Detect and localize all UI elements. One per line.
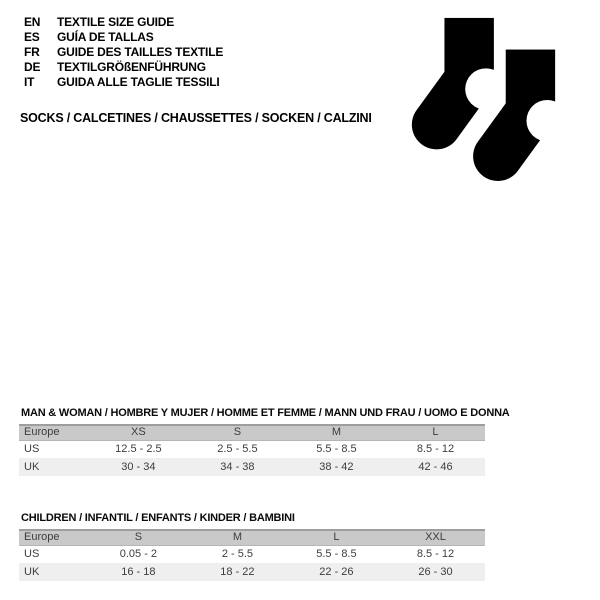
children-size-table [19, 512, 485, 581]
man-woman-table-title: MAN & WOMAN / HOMBRE Y MUJER / HOMME ET FEMME / MANN UND FRAU / UOMO E DONNA [21, 407, 510, 419]
cell-us-s: 2.5 - 5.5 [217, 442, 258, 455]
language-label: TEXTILGRÖßENFÜHRUNG [57, 60, 206, 74]
column-header-s: S [233, 426, 242, 439]
column-header-xs: XS [131, 426, 146, 439]
table-row-uk [19, 458, 485, 476]
row-label-us: US [24, 442, 40, 455]
cell-us-m: 5.5 - 8.5 [316, 442, 357, 455]
language-label: TEXTILE SIZE GUIDE [57, 15, 175, 29]
cell-us-m: 2 - 5.5 [221, 547, 253, 560]
children-table-title: CHILDREN / INFANTIL / ENFANTS / KINDER / BAMBINI [21, 512, 295, 524]
man-woman-size-table [19, 407, 510, 476]
cell-uk-m: 18 - 22 [220, 565, 255, 578]
cell-us-xs: 12.5 - 2.5 [115, 442, 162, 455]
cell-us-s: 0.05 - 2 [119, 547, 158, 560]
cell-uk-xxl: 26 - 30 [418, 565, 453, 578]
language-label: GUIDA ALLE TAGLIE TESSILI [57, 75, 220, 89]
row-label-uk: UK [24, 460, 40, 473]
column-header-xxl: XXL [425, 531, 446, 544]
cell-us-l: 5.5 - 8.5 [316, 547, 357, 560]
column-header-s: S [134, 531, 143, 544]
language-code: DE [24, 60, 41, 74]
cell-uk-l: 22 - 26 [319, 565, 354, 578]
column-header-l: L [432, 426, 439, 439]
language-row-fr [24, 45, 223, 60]
column-header-m: M [232, 531, 242, 544]
language-row-es [24, 30, 223, 45]
language-row-it [24, 75, 223, 90]
column-header-l: L [333, 531, 340, 544]
language-row-en [24, 15, 223, 30]
cell-us-xxl: 8.5 - 12 [416, 547, 455, 560]
cell-uk-l: 42 - 46 [418, 460, 453, 473]
table-header-row [19, 530, 485, 545]
language-legend [24, 15, 223, 90]
language-label: GUÍA DE TALLAS [57, 30, 154, 44]
column-header-europe: Europe [24, 531, 60, 544]
cell-uk-s: 34 - 38 [220, 460, 255, 473]
column-header-m: M [331, 426, 342, 439]
children-table [19, 529, 485, 581]
language-label: GUIDE DES TAILLES TEXTILE [57, 45, 224, 59]
table-row-uk [19, 563, 485, 581]
man-woman-table [19, 424, 485, 476]
category-title: SOCKS / CALCETINES / CHAUSSETTES / SOCKEN / CALZINI [20, 111, 372, 125]
language-code: ES [24, 30, 40, 44]
cell-us-l: 8.5 - 12 [416, 442, 455, 455]
cell-uk-xs: 30 - 34 [121, 460, 156, 473]
cell-uk-s: 16 - 18 [121, 565, 156, 578]
row-label-uk: UK [24, 565, 40, 578]
socks-icon [399, 6, 567, 186]
table-row-us [19, 545, 485, 563]
table-header-row [19, 425, 485, 440]
row-label-us: US [24, 547, 40, 560]
language-code: EN [24, 15, 41, 29]
table-row-us [19, 440, 485, 458]
language-code: IT [24, 75, 35, 89]
column-header-europe: Europe [24, 426, 60, 439]
language-code: FR [24, 45, 40, 59]
cell-uk-m: 38 - 42 [319, 460, 354, 473]
language-row-de [24, 60, 223, 75]
